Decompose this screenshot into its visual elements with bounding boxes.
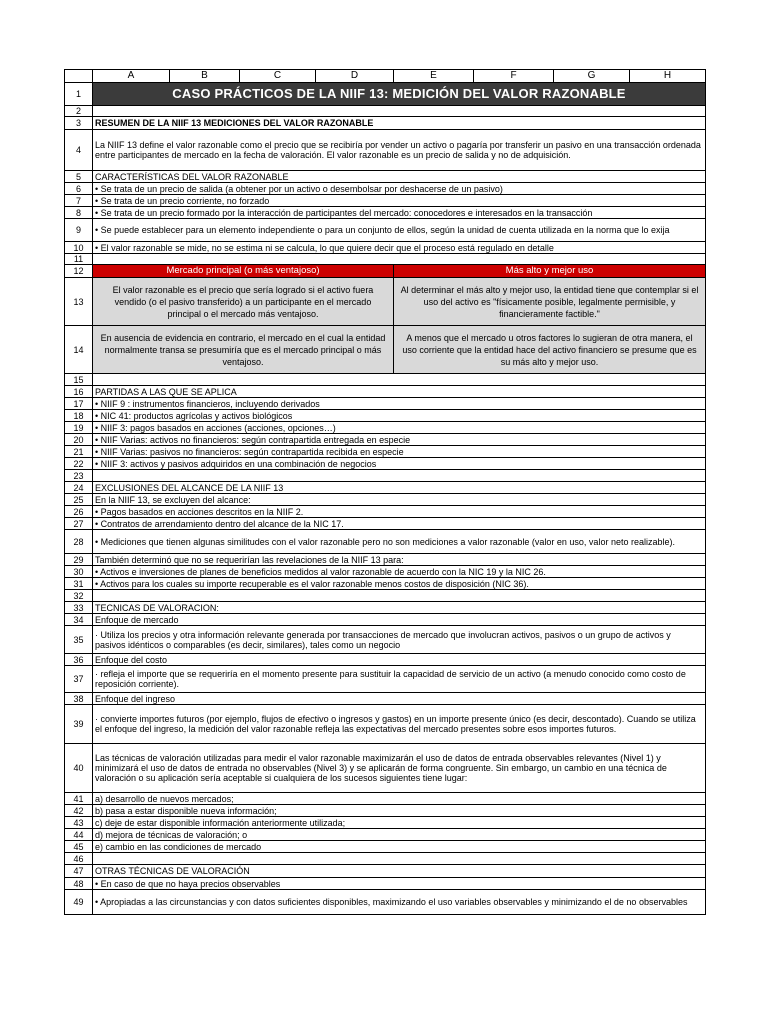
list-item[interactable]: d) mejora de técnicas de valoración; o [93,829,706,841]
list-item[interactable]: • NIC 41: productos agrícolas y activos biológicos [93,410,706,422]
list-item[interactable]: • NIIF Varias: pasivos no financieros: según contrapartida recibida en especie [93,446,706,458]
row-number[interactable]: 26 [65,506,93,518]
column-header-b[interactable]: B [170,70,240,83]
row-25 [65,494,706,506]
row-42 [65,805,706,817]
row-22 [65,458,706,470]
row-36 [65,654,706,666]
list-item[interactable]: • Contratos de arrendamiento dentro del alcance de la NIC 17. [93,518,706,530]
list-item[interactable]: c) deje de estar disponible información anteriormente utilizada; [93,817,706,829]
row-number[interactable]: 38 [65,693,93,705]
row-31 [65,578,706,590]
row-number[interactable]: 42 [65,805,93,817]
list-item[interactable]: • Activos para los cuales su importe recuperable es el valor razonable menos costos de disposición (NIC 36). [93,578,706,590]
row-20 [65,434,706,446]
row-number[interactable]: 32 [65,590,93,602]
empty-cell[interactable] [93,374,706,386]
empty-cell[interactable] [93,590,706,602]
row-number[interactable]: 22 [65,458,93,470]
row-32 [65,590,706,602]
row-number[interactable]: 44 [65,829,93,841]
row-number[interactable]: 17 [65,398,93,410]
row-number[interactable]: 14 [65,326,93,374]
list-item[interactable]: • Pagos basados en acciones descritos en la NIIF 2. [93,506,706,518]
column-header-f[interactable]: F [474,70,554,83]
list-item[interactable]: • El valor razonable se mide, no se estima ni se calcula, lo que quiere decir que el proceso está regulado en detalle [93,242,706,254]
row-number[interactable]: 41 [65,793,93,805]
row-35 [65,626,706,654]
principal-market-presumption[interactable]: En ausencia de evidencia en contrario, el mercado en el cual la entidad normalmente transa se presumiría que es el mercado principal o más ventajoso. [93,326,394,374]
subheading[interactable]: Enfoque de mercado [93,614,706,626]
column-header-row [65,70,706,83]
row-number[interactable]: 21 [65,446,93,458]
row-26 [65,506,706,518]
column-header-e[interactable]: E [394,70,474,83]
row-number[interactable]: 23 [65,470,93,482]
text-block[interactable]: · refleja el importe que se requeriría en el momento presente para sustituir la capacidad de servicio de un activo (a menudo conocido como costo de reposición corriente). [93,666,706,693]
highest-best-use-presumption[interactable]: A menos que el mercado u otros factores lo sugieran de otra manera, el uso corriente que la entidad hace del activo financiero se presume que es su más alto y mejor uso. [394,326,706,374]
row-number[interactable]: 12 [65,265,93,278]
list-item[interactable]: b) pasa a estar disponible nueva información; [93,805,706,817]
principal-market-text[interactable]: El valor razonable es el precio que sería logrado si el activo fuera vendido (o el pasivo transferido) a un participante en el mercado principal o el mercado más ventajoso. [93,278,394,326]
spreadsheet [64,69,705,915]
row-number[interactable]: 19 [65,422,93,434]
row-6 [65,183,706,195]
subheading[interactable]: Enfoque del ingreso [93,693,706,705]
row-number[interactable]: 27 [65,518,93,530]
row-12 [65,265,706,278]
row-10 [65,242,706,254]
row-11 [65,254,706,265]
row-number[interactable]: 3 [65,117,93,130]
empty-cell[interactable] [93,853,706,865]
list-item[interactable]: • NIIF 9 : instrumentos financieros, incluyendo derivados [93,398,706,410]
summary-heading[interactable]: RESUMEN DE LA NIIF 13 MEDICIONES DEL VALOR RAZONABLE [93,117,706,130]
section-heading[interactable]: EXCLUSIONES DEL ALCANCE DE LA NIIF 13 [93,482,706,494]
row-number[interactable]: 24 [65,482,93,494]
row-19 [65,422,706,434]
column-header-c[interactable]: C [240,70,316,83]
row-18 [65,410,706,422]
row-number[interactable]: 9 [65,219,93,242]
row-number[interactable]: 11 [65,254,93,265]
row-number[interactable]: 16 [65,386,93,398]
highest-best-use-text[interactable]: Al determinar el más alto y mejor uso, la entidad tiene que contemplar si el uso del activo es "físicamente posible, legalmente permisible, y financieramente factible." [394,278,706,326]
row-44 [65,829,706,841]
list-item[interactable]: e) cambio en las condiciones de mercado [93,841,706,853]
section-heading[interactable]: TECNICAS DE VALORACION: [93,602,706,614]
row-number[interactable]: 48 [65,878,93,890]
column-header-h[interactable]: H [630,70,706,83]
corner-cell[interactable] [65,70,93,83]
row-number[interactable]: 33 [65,602,93,614]
row-40 [65,744,706,793]
row-28 [65,530,706,554]
row-14 [65,326,706,374]
list-item[interactable]: • Se trata de un precio formado por la interacción de participantes del mercado: conocedores e interesados en la transacción [93,207,706,219]
row-number[interactable]: 8 [65,207,93,219]
row-number[interactable]: 7 [65,195,93,207]
row-number[interactable]: 4 [65,130,93,171]
row-29 [65,554,706,566]
row-number[interactable]: 35 [65,626,93,654]
list-item[interactable]: • Activos e inversiones de planes de beneficios medidos al valor razonable de acuerdo con la NIC 19 y la NIC 26. [93,566,706,578]
row-number[interactable]: 31 [65,578,93,590]
row-number[interactable]: 6 [65,183,93,195]
section-heading[interactable]: PARTIDAS A LAS QUE SE APLICA [93,386,706,398]
row-number[interactable]: 46 [65,853,93,865]
column-header-d[interactable]: D [316,70,394,83]
row-number[interactable]: 30 [65,566,93,578]
row-number[interactable]: 45 [65,841,93,853]
subheading[interactable]: Enfoque del costo [93,654,706,666]
row-8 [65,207,706,219]
row-number[interactable]: 47 [65,865,93,878]
row-number[interactable]: 20 [65,434,93,446]
row-27 [65,518,706,530]
row-49 [65,890,706,915]
text-block[interactable]: Las técnicas de valoración utilizadas para medir el valor razonable maximizarán el uso de datos de entrada observables relevantes (Nivel 1) y minimizará el uso de datos de entrada no observables (Nivel 3) y se aplicarán de forma congruente. Sin embargo, un cambio en una técnica de valoración o su aplicación sería aceptable si cualquiera de los sucesos siguientes tiene lugar: [93,744,706,793]
row-38 [65,693,706,705]
row-3 [65,117,706,130]
row-41 [65,793,706,805]
row-number[interactable]: 49 [65,890,93,915]
row-48 [65,878,706,890]
row-number[interactable]: 10 [65,242,93,254]
column-header-g[interactable]: G [554,70,630,83]
row-number[interactable]: 28 [65,530,93,554]
row-2 [65,106,706,117]
list-item[interactable]: • Se trata de un precio corriente, no forzado [93,195,706,207]
sheet-title[interactable]: CASO PRÁCTICOS DE LA NIIF 13: MEDICIÓN DEL VALOR RAZONABLE [93,83,706,106]
list-item[interactable]: a) desarrollo de nuevos mercados; [93,793,706,805]
list-item[interactable]: • NIIF 3: activos y pasivos adquiridos en una combinación de negocios [93,458,706,470]
row-number[interactable]: 25 [65,494,93,506]
row-39 [65,705,706,744]
empty-cell[interactable] [93,254,706,265]
list-item[interactable]: • Se puede establecer para un elemento independiente o para un conjunto de ellos, según la unidad de cuenta utilizada en la norma que lo exija [93,219,706,242]
definition-text[interactable]: La NIIF 13 define el valor razonable como el precio que se recibiría por vender un activo o pagaría por transferir un pasivo en una transacción ordenada entre participantes de mercado en la fecha de valoración. El valor razonable es un precio de salida y no de adquisición. [93,130,706,171]
row-33 [65,602,706,614]
list-item[interactable]: • Mediciones que tienen algunas similitudes con el valor razonable pero no son mediciones a valor razonable (valor en uso, valor neto realizable). [93,530,706,554]
list-item[interactable]: • Apropiadas a las circunstancias y con datos suficientes disponibles, maximizando el uso variables observables y minimizando el de no observables [93,890,706,915]
row-number[interactable]: 39 [65,705,93,744]
row-16 [65,386,706,398]
row-46 [65,853,706,865]
text-line[interactable]: También determinó que no se requerirían las revelaciones de la NIIF 13 para: [93,554,706,566]
row-5 [65,171,706,183]
row-21 [65,446,706,458]
list-item[interactable]: • En caso de que no haya precios observables [93,878,706,890]
row-45 [65,841,706,853]
row-number[interactable]: 37 [65,666,93,693]
sheet-grid [64,69,706,915]
row-9 [65,219,706,242]
row-4 [65,130,706,171]
highest-best-use-header[interactable]: Más alto y mejor uso [394,265,706,278]
text-block[interactable]: · Utiliza los precios y otra información relevante generada por transacciones de mercado que involucran activos, pasivos o un grupo de activos y pasivos idénticos o comparables (es decir, similares), tales como un negocio [93,626,706,654]
row-37 [65,666,706,693]
row-13 [65,278,706,326]
list-item[interactable]: • NIIF 3: pagos basados en acciones (acciones, opciones…) [93,422,706,434]
row-number[interactable]: 5 [65,171,93,183]
row-number[interactable]: 15 [65,374,93,386]
row-number[interactable]: 43 [65,817,93,829]
section-heading[interactable]: CARACTERÍSTICAS DEL VALOR RAZONABLE [93,171,706,183]
row-1 [65,83,706,106]
list-item[interactable]: • NIIF Varias: activos no financieros: según contrapartida entregada en especie [93,434,706,446]
list-item[interactable]: • Se trata de un precio de salida (a obtener por un activo o desembolsar por deshacerse de un pasivo) [93,183,706,195]
text-line[interactable]: En la NIIF 13, se excluyen del alcance: [93,494,706,506]
section-heading[interactable]: OTRAS TÉCNICAS DE VALORACIÓN [93,865,706,878]
row-17 [65,398,706,410]
row-24 [65,482,706,494]
row-number[interactable]: 2 [65,106,93,117]
row-23 [65,470,706,482]
row-number[interactable]: 13 [65,278,93,326]
row-number[interactable]: 40 [65,744,93,793]
row-30 [65,566,706,578]
row-43 [65,817,706,829]
text-block[interactable]: · convierte importes futuros (por ejemplo, flujos de efectivo o ingresos y gastos) en un importe presente único (es decir, descontado). Cuando se utiliza el enfoque del ingreso, la medición del valor razonable refleja las expectativas del mercado presentes sobre esos importes futuros. [93,705,706,744]
row-number[interactable]: 18 [65,410,93,422]
empty-cell[interactable] [93,470,706,482]
row-number[interactable]: 1 [65,83,93,106]
row-47 [65,865,706,878]
principal-market-header[interactable]: Mercado principal (o más ventajoso) [93,265,394,278]
row-number[interactable]: 29 [65,554,93,566]
row-number[interactable]: 34 [65,614,93,626]
row-15 [65,374,706,386]
row-7 [65,195,706,207]
empty-cell[interactable] [93,106,706,117]
row-34 [65,614,706,626]
row-number[interactable]: 36 [65,654,93,666]
column-header-a[interactable]: A [93,70,170,83]
